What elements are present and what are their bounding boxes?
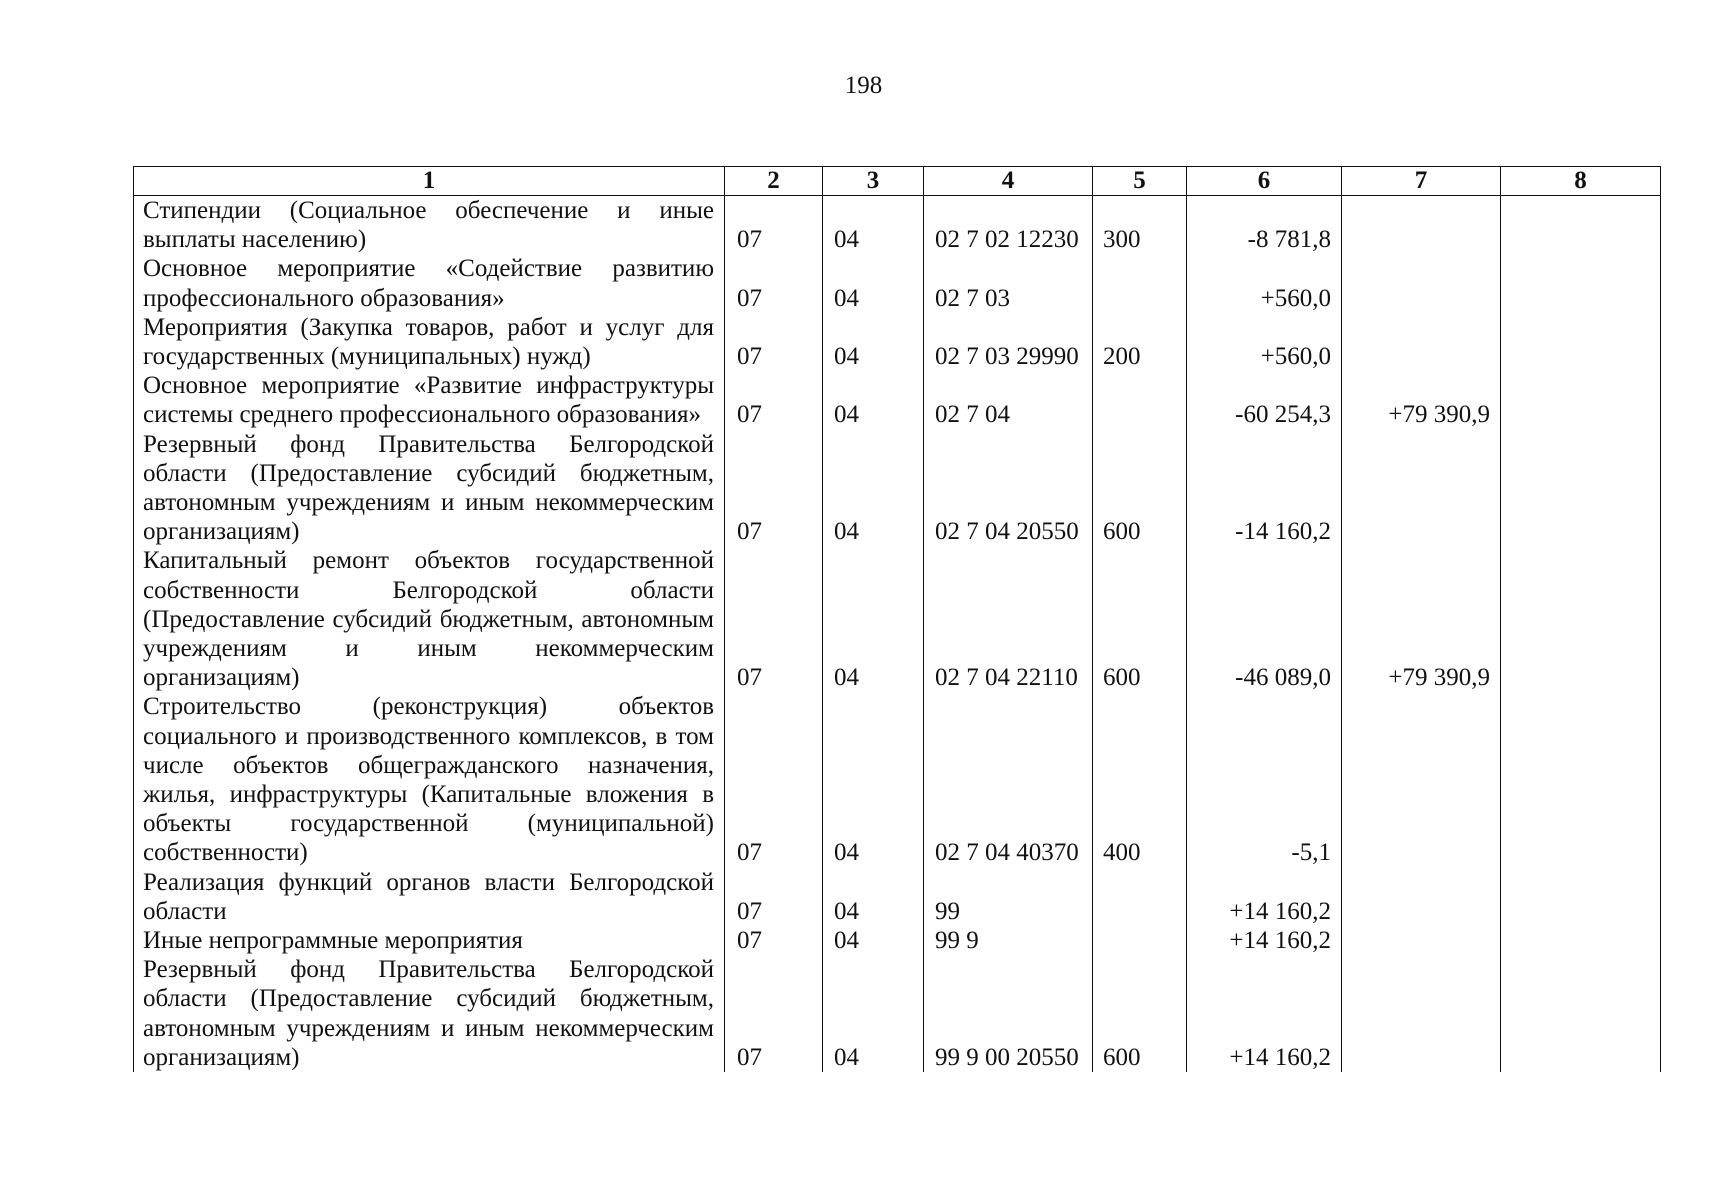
section-code: 07 bbox=[725, 926, 823, 955]
header-row bbox=[134, 167, 1661, 196]
row-description: Мероприятия (Закупка товаров, работ и услуг для государственных (муниципальных) нужд) bbox=[134, 313, 725, 371]
amount-col-6: -14 160,2 bbox=[1187, 430, 1342, 547]
target-article-code: 99 bbox=[924, 868, 1093, 926]
row-description: Реализация функций органов власти Белгородской области bbox=[134, 868, 725, 926]
subsection-code: 04 bbox=[823, 926, 924, 955]
table-row bbox=[134, 868, 1661, 926]
amount-col-6: -46 089,0 bbox=[1187, 546, 1342, 692]
column-header-4: 4 bbox=[924, 167, 1093, 196]
table-row bbox=[134, 955, 1661, 1072]
target-article-code: 99 9 bbox=[924, 926, 1093, 955]
table-row bbox=[134, 546, 1661, 692]
table-row bbox=[134, 371, 1661, 429]
amount-col-6: -60 254,3 bbox=[1187, 371, 1342, 429]
expense-type-code: 600 bbox=[1093, 955, 1187, 1072]
section-code: 07 bbox=[725, 313, 823, 371]
expense-type-code: 600 bbox=[1093, 546, 1187, 692]
column-header-8: 8 bbox=[1501, 167, 1661, 196]
amount-col-8 bbox=[1501, 313, 1661, 371]
subsection-code: 04 bbox=[823, 196, 924, 255]
amount-col-7 bbox=[1342, 196, 1501, 255]
expense-type-code: 200 bbox=[1093, 313, 1187, 371]
table-body bbox=[134, 196, 1661, 1073]
amount-col-7 bbox=[1342, 926, 1501, 955]
table-row bbox=[134, 926, 1661, 955]
column-header-2: 2 bbox=[725, 167, 823, 196]
amount-col-8 bbox=[1501, 196, 1661, 255]
amount-col-6: +560,0 bbox=[1187, 313, 1342, 371]
expense-type-code bbox=[1093, 254, 1187, 312]
amount-col-6: +14 160,2 bbox=[1187, 868, 1342, 926]
subsection-code: 04 bbox=[823, 430, 924, 547]
budget-table bbox=[133, 166, 1661, 1072]
column-header-1: 1 bbox=[134, 167, 725, 196]
target-article-code: 02 7 04 22110 bbox=[924, 546, 1093, 692]
row-description: Резервный фонд Правительства Белгородской области (Предоставление субсидий бюджетным, автономным учреждениям и иным некоммерческим организациям) bbox=[134, 955, 725, 1072]
expense-type-code bbox=[1093, 371, 1187, 429]
row-description: Основное мероприятие «Развитие инфраструктуры системы среднего профессионального образования» bbox=[134, 371, 725, 429]
row-description: Капитальный ремонт объектов государственной собственности Белгородской области (Предоставление субсидий бюджетным, автономным учреждениям и иным некоммерческим организациям) bbox=[134, 546, 725, 692]
section-code: 07 bbox=[725, 254, 823, 312]
row-description: Основное мероприятие «Содействие развитию профессионального образования» bbox=[134, 254, 725, 312]
amount-col-8 bbox=[1501, 430, 1661, 547]
amount-col-8 bbox=[1501, 955, 1661, 1072]
amount-col-6: -5,1 bbox=[1187, 692, 1342, 867]
column-header-3: 3 bbox=[823, 167, 924, 196]
table-row bbox=[134, 196, 1661, 255]
subsection-code: 04 bbox=[823, 546, 924, 692]
amount-col-8 bbox=[1501, 371, 1661, 429]
amount-col-6: +560,0 bbox=[1187, 254, 1342, 312]
expense-type-code bbox=[1093, 868, 1187, 926]
expense-type-code: 300 bbox=[1093, 196, 1187, 255]
amount-col-6: -8 781,8 bbox=[1187, 196, 1342, 255]
target-article-code: 99 9 00 20550 bbox=[924, 955, 1093, 1072]
section-code: 07 bbox=[725, 546, 823, 692]
expense-type-code bbox=[1093, 926, 1187, 955]
expense-type-code: 400 bbox=[1093, 692, 1187, 867]
subsection-code: 04 bbox=[823, 955, 924, 1072]
target-article-code: 02 7 04 20550 bbox=[924, 430, 1093, 547]
table-row bbox=[134, 430, 1661, 547]
amount-col-8 bbox=[1501, 546, 1661, 692]
column-header-6: 6 bbox=[1187, 167, 1342, 196]
subsection-code: 04 bbox=[823, 692, 924, 867]
subsection-code: 04 bbox=[823, 371, 924, 429]
amount-col-7 bbox=[1342, 692, 1501, 867]
target-article-code: 02 7 03 29990 bbox=[924, 313, 1093, 371]
section-code: 07 bbox=[725, 868, 823, 926]
amount-col-7 bbox=[1342, 313, 1501, 371]
subsection-code: 04 bbox=[823, 868, 924, 926]
amount-col-7: +79 390,9 bbox=[1342, 546, 1501, 692]
target-article-code: 02 7 04 40370 bbox=[924, 692, 1093, 867]
expense-type-code: 600 bbox=[1093, 430, 1187, 547]
amount-col-7 bbox=[1342, 254, 1501, 312]
row-description: Иные непрограммные мероприятия bbox=[134, 926, 725, 955]
amount-col-7 bbox=[1342, 430, 1501, 547]
subsection-code: 04 bbox=[823, 313, 924, 371]
row-description: Резервный фонд Правительства Белгородской области (Предоставление субсидий бюджетным, автономным учреждениям и иным некоммерческим организациям) bbox=[134, 430, 725, 547]
section-code: 07 bbox=[725, 692, 823, 867]
table-row bbox=[134, 254, 1661, 312]
amount-col-8 bbox=[1501, 254, 1661, 312]
table-row bbox=[134, 692, 1661, 867]
section-code: 07 bbox=[725, 955, 823, 1072]
amount-col-6: +14 160,2 bbox=[1187, 926, 1342, 955]
amount-col-8 bbox=[1501, 692, 1661, 867]
amount-col-7 bbox=[1342, 868, 1501, 926]
column-header-7: 7 bbox=[1342, 167, 1501, 196]
amount-col-6: +14 160,2 bbox=[1187, 955, 1342, 1072]
page-number: 198 bbox=[844, 72, 883, 99]
section-code: 07 bbox=[725, 196, 823, 255]
amount-col-7 bbox=[1342, 955, 1501, 1072]
subsection-code: 04 bbox=[823, 254, 924, 312]
section-code: 07 bbox=[725, 430, 823, 547]
target-article-code: 02 7 04 bbox=[924, 371, 1093, 429]
row-description: Строительство (реконструкция) объектов социального и производственного комплексов, в том числе объектов общегражданского назначения, жилья, инфраструктуры (Капитальные вложения в объекты государственной (муниципальной) собственности) bbox=[134, 692, 725, 867]
amount-col-8 bbox=[1501, 926, 1661, 955]
section-code: 07 bbox=[725, 371, 823, 429]
row-description: Стипендии (Социальное обеспечение и иные выплаты населению) bbox=[134, 196, 725, 255]
table-row bbox=[134, 313, 1661, 371]
amount-col-7: +79 390,9 bbox=[1342, 371, 1501, 429]
amount-col-8 bbox=[1501, 868, 1661, 926]
target-article-code: 02 7 02 12230 bbox=[924, 196, 1093, 255]
target-article-code: 02 7 03 bbox=[924, 254, 1093, 312]
column-header-5: 5 bbox=[1093, 167, 1187, 196]
